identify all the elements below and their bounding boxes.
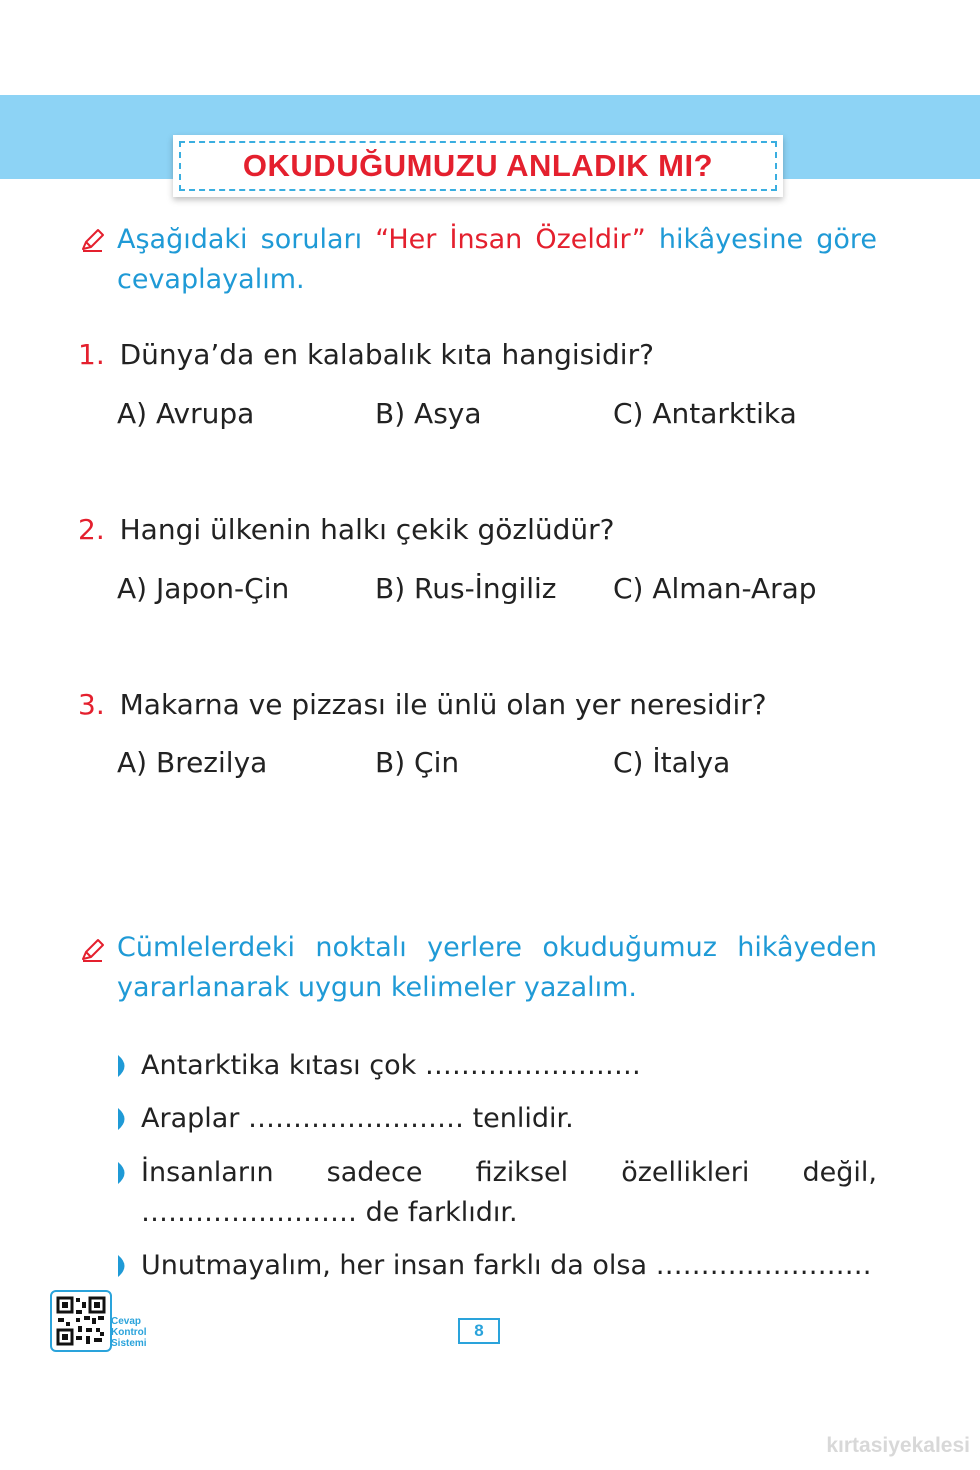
watermark: kırtasiyekalesi [826, 1434, 970, 1457]
bullet-icon [117, 1160, 131, 1186]
option-a[interactable]: A) Avrupa [117, 397, 255, 430]
qr-code-icon[interactable] [50, 1290, 112, 1352]
option-c[interactable]: C) İtalya [613, 746, 731, 779]
bullet-icon [117, 1253, 131, 1279]
instruction-2: Cümlelerdeki noktalı yerlere okuduğumuz hikâyeden yararlanarak uygun kelimeler yazalım. [117, 932, 877, 1003]
question-3 [78, 688, 767, 721]
question-text: Hangi ülkenin halkı çekik gözlüdür? [119, 513, 615, 546]
page-number: 8 [458, 1318, 500, 1344]
question-2 [78, 513, 615, 546]
instruction-1: Aşağıdaki soruları “Her İnsan Özeldir” hikâyesine göre cevaplayalım. [117, 224, 877, 295]
question-number: 1. [78, 338, 105, 371]
bullet-icon [117, 1053, 131, 1079]
option-c[interactable]: C) Antarktika [613, 397, 797, 430]
question-text: Dünya’da en kalabalık kıta hangisidir? [119, 338, 654, 371]
pencil-icon [80, 228, 106, 254]
sentence-2: Araplar …………………… tenlidir. [117, 1099, 877, 1139]
question-number: 2. [78, 513, 105, 546]
question-number: 3. [78, 688, 105, 721]
question-text: Makarna ve pizzası ile ünlü olan yer neresidir? [119, 688, 767, 721]
sentence-1: Antarktika kıtası çok …………………… [117, 1046, 877, 1086]
option-c[interactable]: C) Alman-Arap [613, 572, 817, 605]
option-a[interactable]: A) Brezilya [117, 746, 268, 779]
option-b[interactable]: B) Rus-İngiliz [375, 572, 557, 605]
qr-caption: Cevap Kontrol Sistemi [111, 1316, 147, 1349]
question-1 [78, 338, 654, 371]
option-b[interactable]: B) Asya [375, 397, 482, 430]
sentence-4: Unutmayalım, her insan farklı da olsa …………………… [117, 1246, 877, 1286]
option-a[interactable]: A) Japon-Çin [117, 572, 290, 605]
bullet-icon [117, 1106, 131, 1132]
story-title: “Her İnsan Özeldir” [375, 224, 646, 255]
page-title: OKUDUĞUMUZU ANLADIK MI? [242, 148, 714, 183]
option-b[interactable]: B) Çin [375, 746, 460, 779]
sentence-3: İnsanların sadece fiziksel özellikleri değil, …………………… de farklıdır. [117, 1153, 877, 1233]
pencil-icon [80, 938, 106, 964]
title-box [173, 135, 783, 197]
